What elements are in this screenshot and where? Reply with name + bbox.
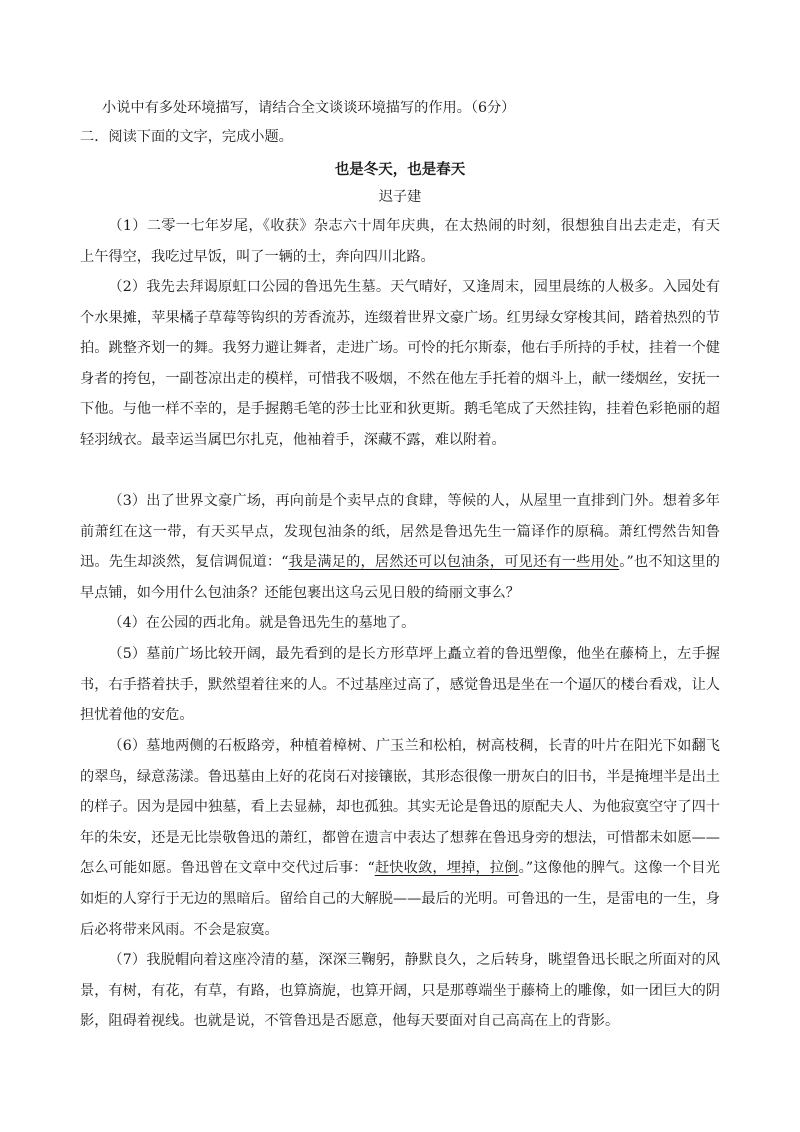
paragraph-3-text: （3）出了世界文豪广场，再向前是个卖早点的食肆，等候的人，从屋里一直排到门外。想着多年前萧红在这一带，有天买早点，发现包油条的纸，居然是鲁迅先生一篇译作的原稿。萧红愕然告知鲁迅。先生却淡然，复信调侃道：“ [80,493,720,571]
paragraph-1: （1）二零一七年岁尾，《收获》杂志六十周年庆典，在太热闹的时刻，很想独自出去走走，有天上午得空，我吃过早饭，叫了一辆的士，奔向四川北路。 [80,218,720,265]
paragraph-6-text: （6）墓地两侧的石板路旁，种植着樟树、广玉兰和松柏，树高枝稠，长青的叶片在阳光下如翻飞的翠鸟，绿意荡漾。鲁迅墓由上好的花岗石对接镶嵌，其形态很像一册灰白的旧书，半是掩埋半是出土的样子。因为是园中独墓，看上去显赫，却也孤独。其实无论是鲁迅的原配夫人、为他寂寞空守了四十年的朱安，还是无比崇敬鲁迅的萧红，都曾在遗言中表达了想葬在鲁迅身旁的想法，可惜都未如愿——怎么可能如愿。鲁迅曾在文章中交代过后事：“ [80,738,720,877]
paragraph-7: （7）我脱帽向着这座冷清的墓，深深三鞠躬，静默良久，之后转身，眺望鲁迅长眠之所面对的风景，有树，有花，有草，有路，也算旖旎，也算开阔，只是那尊端坐于藤椅上的雕像，如一团巨大的阴影，阻碍着视线。也就是说，不管鲁迅是否愿意，他每天要面对自己高高在上的背影。 [80,952,720,1030]
paragraph-3 [80,486,720,608]
paragraph-3-text-end: 。”也不知这里的早点铺，如今用什么包油条？还能包裹出这乌云见日般的绮丽文事么？ [80,554,720,601]
article-author: 迟子建 [378,189,422,205]
paragraph-2: （2）我先去拜谒原虹口公园的鲁迅先生墓。天气晴好，又逢周末，园里晨练的人极多。入园处有个水果摊，苹果橘子草莓等钩织的芳香流苏，连缀着世界文豪广场。红男绿女穿梭其间，踏着热烈的节拍。跳整齐划一的舞。我努力避让舞者，走进广场。可怜的托尔斯泰，他右手所持的手杖，挂着一个健身者的挎包，一副苍凉出走的模样，可惜我不吸烟，不然在他左手托着的烟斗上，献一缕烟丝，安抚一下他。与他一样不幸的，是手握鹅毛笔的莎士比亚和狄更斯。鹅毛笔成了天然挂钩，挂着色彩艳丽的超轻羽绒衣。最幸运当属巴尔扎克，他袖着手，深藏不露，难以附着。 [80,279,720,448]
paragraph-6-text-end: 。”这像他的脾气。这像一个目光如炬的人穿行于无边的黑暗后。留给自己的大解脱——最后的光明。可鲁迅的一生，是雷电的一生，身后必将带来风雨。不会是寂寞。 [80,860,720,938]
paragraph-6 [80,731,720,945]
question-text: 小说中有多处环境描写，请结合全文谈谈环境描写的作用。（6分） [102,100,516,116]
underlined-quote: 我是满足的，居然还可以包油条，可见还有一些用处 [288,554,620,571]
section-heading: 二．阅读下面的文字，完成小题。 [80,129,293,145]
underlined-quote: 赶快收敛，埋掉，拉倒 [374,860,519,877]
paragraph-5: （5）墓前广场比较开阔，最先看到的是长方形草坪上矗立着的鲁迅塑像，他坐在藤椅上，左手握书，右手搭着扶手，默然望着往来的人。不过基座过高了，感觉鲁迅是坐在一个逼仄的楼台看戏，让人担忧着他的安危。 [80,646,720,724]
paragraph-4: （4）在公园的西北角。就是鲁迅先生的墓地了。 [108,615,416,631]
article-title: 也是冬天，也是春天 [334,161,466,178]
